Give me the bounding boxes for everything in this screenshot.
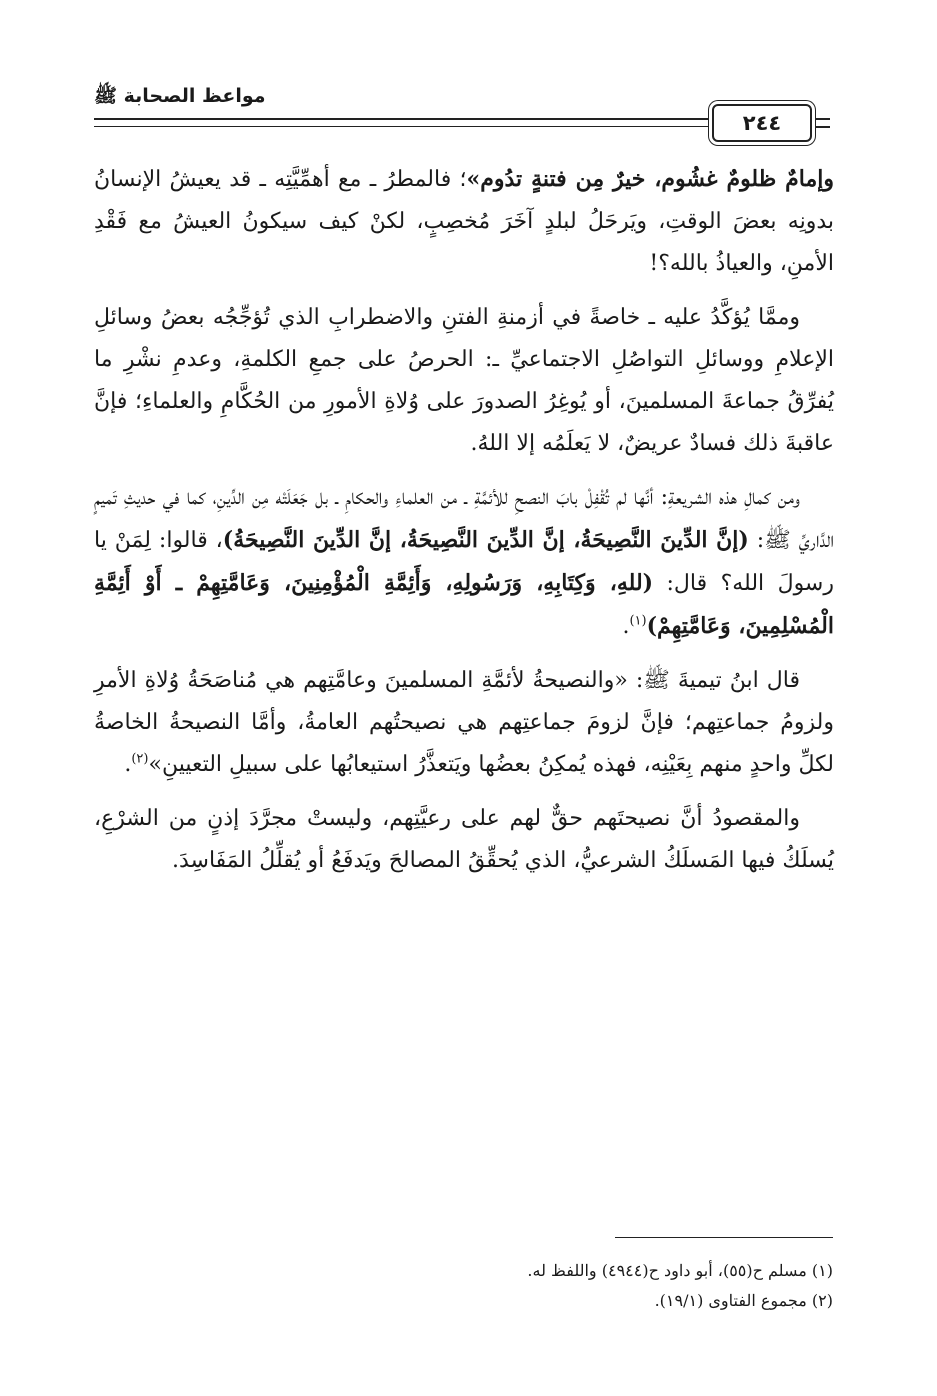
body-text: [94, 158, 834, 894]
text-run: ؛ فالمطرُ ـ مع أهمِّيَّتِه ـ قد يعيشُ الإنسانُ بدونِه بعضَ الوقتِ، ويَرحَلُ لبلدٍ آخَرَ مُخصِبٍ، لكنْ كيف سيكونُ العيشُ مع فَقْدِ الأمنِ، والعياذُ بالله؟!: [94, 167, 834, 276]
footnote-ref: (٢): [131, 751, 149, 767]
footnote-ref: (١): [629, 613, 647, 629]
bold-quote: (للهِ، وَكِتَابِهِ، وَرَسُولِهِ، وَأَئِمَّةِ الْمُؤْمِنِينَ، وَعَامَّتِهِمْ ـ أَوْ أَئِمَّةِ الْمُسْلِمِينَ، وَعَامَّتِهِمْ): [94, 570, 834, 639]
footnote-1: (١) مسلم ح(٥٥)، أبو داود ح(٤٩٤٤) واللفظ له.: [527, 1261, 833, 1280]
page-number: ٢٤٤: [712, 104, 812, 142]
text-run: قال ابنُ تيميةَ ﷺ: «والنصيحةُ لأئمَّةِ المسلمينَ وعامَّتِهم هي مُناصَحَةُ وُلاةِ الأمرِ ولزومُ جماعتِهم؛ فإنَّ لزومَ جماعتِهم هي نصيحتُهم العامةُ، وأمَّا النصيحةُ الخاصةُ لكلِّ واحدٍ منهم بِعَيْنِه، فهذه يُمكِنُ بعضُها ويَتعذَّرُ استيعابُها على سبيلِ التعيينِ»: [94, 668, 834, 777]
header-rule-right-bottom: [812, 126, 830, 128]
paragraph-3: [94, 477, 834, 648]
header-rule-right-top: [812, 118, 830, 120]
paragraph-2: [94, 297, 834, 465]
text-run: ، قالوا: لِمَنْ يا رسولَ الله؟ قال:: [94, 528, 834, 596]
bold-quote: (إنَّ الدِّينَ النَّصِيحَةُ، إنَّ الدِّينَ النَّصِيحَةُ، إنَّ الدِّينَ النَّصِيحَةُ): [222, 527, 749, 553]
footnote-2: (٢) مجموع الفتاوى (١٩/١).: [654, 1291, 833, 1310]
paragraph-5: [94, 798, 834, 882]
text-run: والمقصودُ أنَّ نصيحتَهم حقٌّ لهم على رعيَّتِهم، وليستْ مجرَّدَ إذنٍ من الشرْعِ، يُسلَكُ فيها المَسلَكُ الشرعيُّ، الذي يُحقِّقُ المصالحَ ويَدفَعُ أو يُقلِّلُ المَفَاسِدَ.: [94, 806, 834, 873]
paragraph-4: [94, 660, 834, 786]
bold-quote: وإمامٌ ظلومٌ غشُوم، خيرٌ مِن فتنةٍ تدُوم»: [466, 166, 834, 192]
footnote-separator: [615, 1237, 833, 1238]
text-run: وممَّا يُؤكَّدُ عليه ـ خاصةً في أزمنةِ الفتنِ والاضطرابِ الذي تُؤجِّجُه بعضُ وسائلِ الإعلامِ ووسائلِ التواصُلِ الاجتماعيِّ ـ: الحرصُ على جمعِ الكلمةِ، وعدمِ نشْرِ ما يُفرِّقُ جماعةَ المسلمينَ، أو يُوغِرُ الصدورَ على وُلاةِ الأمورِ من الحُكَّامِ والعلماءِ؛ فإنَّ عاقبةَ ذلك فسادٌ عريضٌ، لا يَعلَمُه إلا اللهُ.: [94, 305, 834, 456]
text-run: ومن كمالِ هذه الشريعةِ: أنَّها لم تُقْفِلْ بابَ النصحِ للأئمَّةِ ـ من العلماءِ والحكامِ ـ بل جَعَلَتْه مِن الدِّينِ، كما في حديثِ تَميمٍ الدَّاريِّ ﷺ:: [94, 485, 834, 553]
text-run: .: [124, 752, 132, 777]
text-run: .: [622, 614, 630, 639]
footnotes: [133, 1256, 833, 1316]
running-header-title: مواعظ الصحابة ﷺ: [94, 85, 266, 107]
paragraph-1: [94, 158, 834, 285]
